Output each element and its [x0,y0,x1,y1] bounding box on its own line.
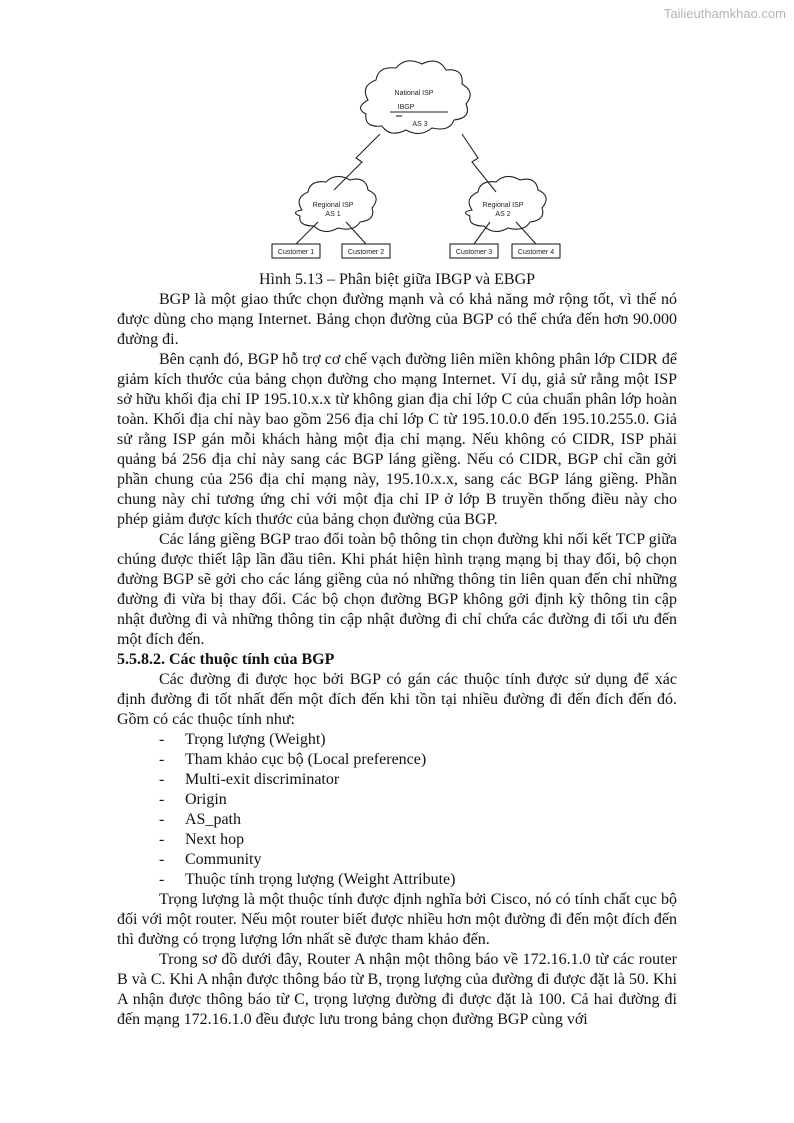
label-customer-3: Customer 3 [455,249,493,256]
list-item [117,850,677,870]
ibgp-ebgp-diagram [0,58,794,268]
list-marker: - [159,811,165,828]
list-marker: - [159,831,165,848]
list-marker: - [159,871,165,888]
list-item-text: Community [185,851,262,868]
document-body [117,290,677,1030]
list-marker: - [159,851,165,868]
label-regional-isp-right: Regional ISP [482,202,524,209]
list-item [117,810,677,830]
label-national-isp: National ISP [394,90,434,97]
list-item-text: Origin [185,791,227,808]
watermark: Tailieuthamkhao.com [663,6,786,21]
list-item-text: Multi-exit discriminator [185,771,340,788]
list-item [117,750,677,770]
list-marker: - [159,791,165,808]
label-as2: AS 2 [495,211,511,218]
paragraph: Bên cạnh đó, BGP hỗ trợ cơ chế vạch đường liên miền không phân lớp CIDR để giảm kích thước của bảng chọn đường cho mạng Internet. Ví dụ, giả sử rằng một ISP sở hữu khối địa chỉ IP 195.10.x.x từ không gian địa chỉ lớp C của chuẩn phân lớp hoàn toàn. Khối địa chỉ này bao gồm 256 địa chỉ lớp C từ 195.10.0.0 đến 195.10.255.0. Giả sử rằng ISP gán mỗi khách hàng một địa chỉ mạng. Nếu không có CIDR, ISP phải quảng bá 256 địa chỉ này sang các BGP láng giềng. Nếu có CIDR, BGP chỉ cần gởi phần chung của 256 địa chỉ mạng này, 195.10.x.x, sang các BGP láng giềng. Phần chung này chỉ tương ứng chỉ với một địa chỉ IP ở lớp B truyền thống điều này cho phép giảm được kích thước của bảng chọn đường của BGP. [117,351,677,528]
list-item-text: AS_path [185,811,241,828]
list-item-text: Trọng lượng (Weight) [185,731,326,748]
paragraph: Trong sơ đồ dưới đây, Router A nhận một thông báo về 172.16.1.0 từ các router B và C. Khi A nhận được thông báo từ B, trọng lượng của đường đi được đặt là 50. Khi A nhận được thông báo từ C, trọng lượng đường đi được đặt là 100. Cả hai đường đi đến mạng 172.16.1.0 đều được lưu trong bảng chọn đường BGP cùng với [117,951,677,1028]
list-item-text: Tham khảo cục bộ (Local preference) [185,751,427,768]
list-item [117,870,677,890]
label-as3: AS 3 [412,121,428,128]
list-item [117,830,677,850]
section-heading: 5.5.8.2. Các thuộc tính của BGP [117,651,335,668]
list-item [117,730,677,750]
ebgp-link-right [462,134,496,192]
paragraph: Trọng lượng là một thuộc tính được định nghĩa bởi Cisco, nó có tính chất cục bộ đối với một router. Nếu một router biết được nhiều hơn một đường đi đến một đích đến thì đường có trọng lượng lớn nhất sẽ được tham khảo đến. [117,891,677,948]
list-marker: - [159,771,165,788]
ebgp-link-left [334,134,380,190]
section-intro: Các đường đi được học bởi BGP có gán các thuộc tính được sử dụng để xác định đường đi tốt nhất đến một đích đến khi tồn tại nhiều đường đi đến đích đến đó. Gồm có các thuộc tính như: [117,671,677,728]
label-as1: AS 1 [325,211,341,218]
paragraph: BGP là một giao thức chọn đường mạnh và có khả năng mở rộng tốt, vì thế nó được dùng cho mạng Internet. Bảng chọn đường của BGP có thể chứa đến hơn 90.000 đường đi. [117,291,677,348]
label-customer-2: Customer 2 [347,249,385,256]
label-regional-isp-left: Regional ISP [312,202,354,209]
label-ibgp: IBGP [397,104,415,111]
paragraph: Các láng giềng BGP trao đổi toàn bộ thông tin chọn đường khi nối kết TCP giữa chúng được thiết lập lần đầu tiên. Khi phát hiện hình trạng mạng bị thay đổi, bộ chọn đường BGP sẽ gởi cho các láng giềng của nó những thông tin liên quan đến chỉ những đường đi vừa bị thay đổi. Các bộ chọn đường BGP không gởi định kỳ thông tin cập nhật đường đi và những thông tin cập nhật đường đi chỉ chứa các đường đi tối ưu đến một đích đến. [117,531,677,648]
list-item [117,770,677,790]
list-item [117,790,677,810]
list-marker: - [159,731,165,748]
attribute-list [117,730,677,890]
list-item-text: Next hop [185,831,245,848]
label-customer-4: Customer 4 [517,249,555,256]
figure-caption: Hình 5.13 – Phân biệt giữa IBGP và EBGP [258,271,536,288]
list-item-text: Thuộc tính trọng lượng (Weight Attribute) [185,871,456,888]
list-marker: - [159,751,165,768]
label-customer-1: Customer 1 [277,249,315,256]
